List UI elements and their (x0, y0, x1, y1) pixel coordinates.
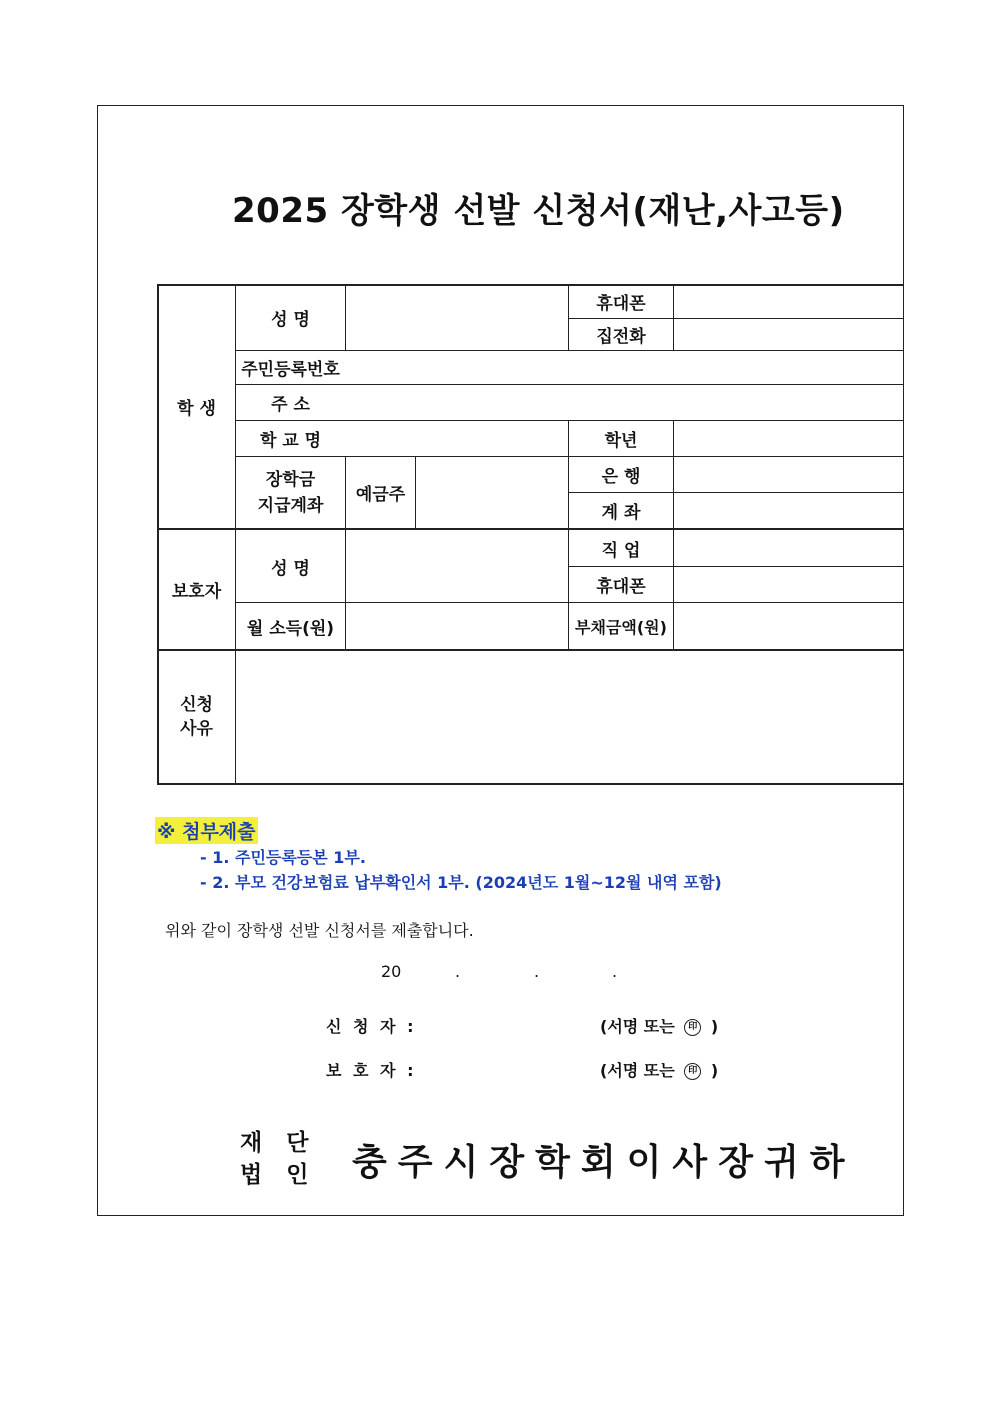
date-separator-3: . (612, 962, 618, 981)
attachments-heading: ※ 첨부제출 (155, 817, 258, 844)
guardian-signature-note (600, 1058, 718, 1081)
guardian-name-label: 성 명 (271, 558, 310, 579)
guardian-mobile-field[interactable] (674, 567, 904, 602)
reason-label (158, 651, 235, 783)
bank-label: 은 행 (601, 467, 641, 487)
account-field[interactable] (674, 493, 904, 528)
signature-note-suffix: ) (710, 1017, 719, 1036)
school-name-field[interactable] (346, 421, 568, 456)
home-phone-field[interactable] (674, 319, 904, 350)
account-label: 계 좌 (601, 503, 641, 523)
guardian-signature-label: 보 호 자 : (326, 1061, 417, 1080)
monthly-income-label: 월 소득(원) (246, 618, 335, 639)
student-name-field[interactable] (346, 285, 568, 350)
signature-note-prefix: (서명 또는 (600, 1017, 675, 1036)
guardian-mobile-label: 휴대폰 (596, 577, 646, 597)
guardian-section-label: 보호자 (171, 582, 222, 602)
date-year-prefix: 20 (381, 962, 402, 981)
scholarship-account-label-line1: 장학금 (265, 469, 316, 490)
seal-icon: 印 (684, 1019, 701, 1036)
address-label: 주 소 (271, 395, 310, 415)
school-name-label: 학 교 명 (259, 431, 322, 451)
home-phone-label: 집전화 (596, 327, 646, 347)
reason-label-line2: 사유 (180, 719, 213, 739)
scholarship-account-label (236, 457, 345, 528)
applicant-signature-label: 신 청 자 : (326, 1017, 417, 1036)
date-separator-1: . (455, 962, 461, 981)
resident-no-label: 주민등록번호 (241, 360, 340, 380)
grade-field[interactable] (674, 421, 904, 456)
seal-icon: 印 (684, 1063, 701, 1080)
submission-statement: 위와 같이 장학생 선발 신청서를 제출합니다. (165, 921, 474, 940)
form-title: 2025 장학생 선발 신청서(재난,사고등) (232, 191, 845, 231)
student-section-label: 학 생 (177, 399, 216, 419)
guardian-name-field[interactable] (346, 530, 568, 602)
debt-amount-field[interactable] (674, 603, 904, 649)
scholarship-account-label-line2: 지급계좌 (257, 495, 324, 516)
grade-label: 학년 (604, 431, 638, 451)
student-name-label: 성 명 (271, 310, 310, 330)
signature-note-prefix: (서명 또는 (600, 1061, 675, 1080)
reason-field[interactable] (236, 651, 904, 783)
student-mobile-field[interactable] (674, 285, 904, 318)
debt-amount-label: 부채금액(원) (575, 617, 667, 637)
foundation-label-line1: 재 단 (240, 1130, 317, 1156)
address-field[interactable] (346, 385, 904, 420)
occupation-label: 직 업 (601, 540, 641, 561)
addressee-name: 충주시장학회이사장귀하 (352, 1142, 856, 1183)
attachment-item-2: - 2. 부모 건강보험료 납부확인서 1부. (2024년도 1월~12월 내역 포함) (200, 873, 722, 892)
resident-no-field[interactable] (346, 351, 904, 384)
foundation-label-line2: 법 인 (240, 1162, 317, 1188)
reason-label-line1: 신청 (180, 695, 213, 715)
applicant-signature-note (600, 1014, 718, 1037)
signature-note-suffix: ) (710, 1061, 719, 1080)
monthly-income-field[interactable] (346, 603, 568, 649)
attachment-item-1: - 1. 주민등록등본 1부. (200, 848, 366, 867)
depositor-label: 예금주 (355, 485, 406, 505)
occupation-field[interactable] (674, 530, 904, 566)
date-separator-2: . (534, 962, 540, 981)
bank-field[interactable] (674, 457, 904, 492)
student-mobile-label: 휴대폰 (596, 294, 646, 314)
depositor-field[interactable] (416, 457, 568, 528)
